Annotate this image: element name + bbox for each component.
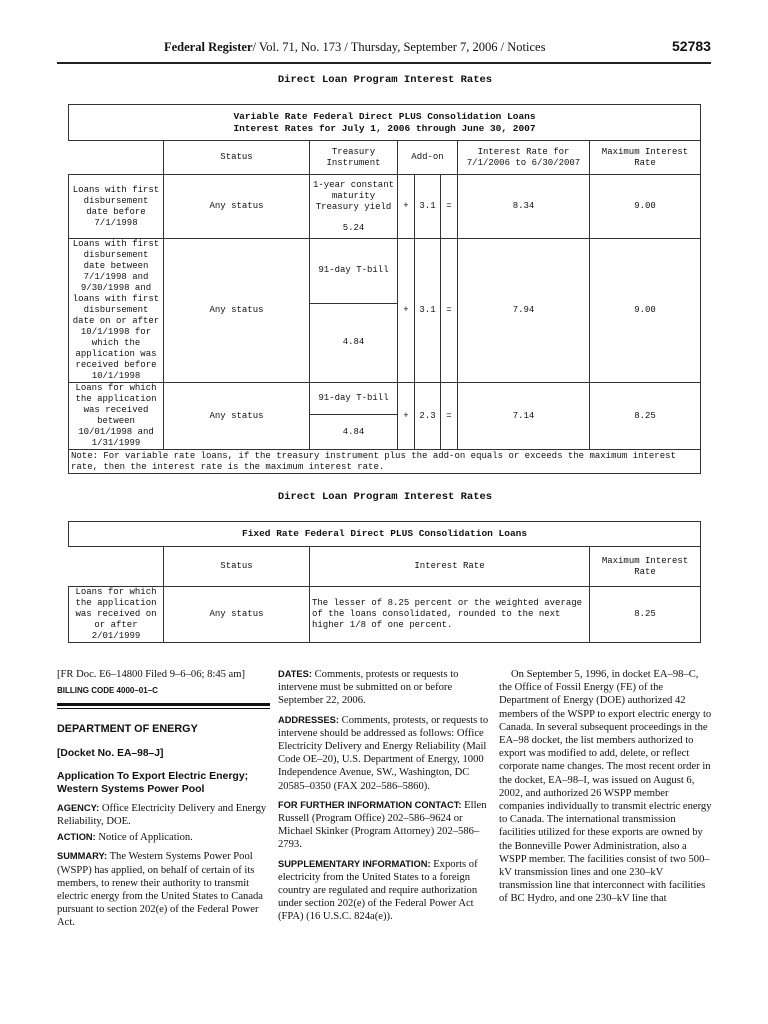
table1-note: Note: For variable rate loans, if the treasury instrument plus the add-on equals or exceeds the maximum interest rate, then the interest rate is the maximum interest rate. xyxy=(69,450,701,474)
col-header-status: Status xyxy=(164,547,310,587)
text-column-2 xyxy=(278,668,491,927)
col-header-addon: Add-on xyxy=(398,141,458,175)
table-row-instrument-value: 5.24 xyxy=(310,219,398,239)
running-header xyxy=(164,40,545,55)
section-rule-thick xyxy=(57,703,270,706)
plus-sign: + xyxy=(398,383,415,450)
contact-label: FOR FURTHER INFORMATION CONTACT: xyxy=(278,799,462,810)
table-row-status: Any status xyxy=(164,175,310,239)
table1-heading: Direct Loan Program Interest Rates xyxy=(277,74,493,86)
equals-sign: = xyxy=(441,383,458,450)
page-number: 52783 xyxy=(672,38,711,54)
col-header-max: Maximum Interest Rate xyxy=(590,141,701,175)
header-rule xyxy=(57,62,711,64)
table-row-max: 9.00 xyxy=(590,239,701,383)
plus-sign: + xyxy=(398,175,415,239)
contact-text: Ellen Russell (Program Office) 202–586–9624 or Michael Skinker (Program Attorney) 202–586–2793. xyxy=(278,799,487,851)
department-heading: DEPARTMENT OF ENERGY xyxy=(57,723,198,736)
issue-info: / Vol. 71, No. 173 / Thursday, September 7, 2006 / Notices xyxy=(252,40,546,54)
table-row-instrument-value: 4.84 xyxy=(310,303,398,382)
billing-code: BILLING CODE 4000–01–C xyxy=(57,686,158,696)
equals-sign: = xyxy=(441,239,458,383)
table-row-loans: Loans with first disbursement date before 7/1/1998 xyxy=(69,175,164,239)
table1-blank-header xyxy=(69,141,164,175)
action-label: ACTION: xyxy=(57,832,96,843)
table-row-loans: Loans for which the application was received on or after 2/01/1999 xyxy=(69,587,164,643)
table-row-rate: 8.34 xyxy=(458,175,590,239)
table-row-addon: 3.1 xyxy=(415,239,441,383)
plus-sign: + xyxy=(398,239,415,383)
table2-heading: Direct Loan Program Interest Rates xyxy=(277,491,493,503)
table-row-instrument: 1-year constant maturity Treasury yield xyxy=(310,175,398,219)
table-row-loans: Loans with first disbursement date between 7/1/1998 and 9/30/1998 and loans with first disbursement date on or after 10/1/1998 for which the application was received before 10/1/1998 xyxy=(69,239,164,383)
table1-caption-line1: Variable Rate Federal Direct PLUS Consolidation Loans xyxy=(233,110,536,122)
variable-rate-table xyxy=(68,104,701,474)
action-text: Notice of Application. xyxy=(98,832,193,844)
journal-name: Federal Register xyxy=(164,40,253,54)
body-paragraph: On September 5, 1996, in docket EA–98–C, the Office of Fossil Energy (FE) of the Department of Energy (DOE) authorized 42 members of the WSPP to export electric energy to Canada. In several subsequent proceedings in the EA–98 docket, the list members authorized to export was modified to add, delete, or reflect corporate name changes. The most recent order in the docket, EA–98–I, was issued on August 6, 2002, and authorized 26 WSPP member companies individually to transmit electric energy to Canada. The international transmission facilities utilized for these exports are owned by the Bonneville Power Administration, also a WSPP member. The facilities consist of two 500–kV transmission lines and one 230–kV transmission line that interconnect with facilities of BC Hydro, and one 230–kV line that xyxy=(499,669,712,905)
table-row-status: Any status xyxy=(164,587,310,643)
summary-text: The Western Systems Power Pool (WSPP) has applied, on behalf of certain of its members, to renew their authority to transmit electric energy from the United States to Canada pursuant to section 202(e) of the Federal Power Act. xyxy=(57,851,264,929)
summary-label: SUMMARY: xyxy=(57,851,108,862)
table-row-addon: 2.3 xyxy=(415,383,441,450)
table-row-addon: 3.1 xyxy=(415,175,441,239)
col-header-max: Maximum Interest Rate xyxy=(590,547,701,587)
table-row-status: Any status xyxy=(164,383,310,450)
table-row-instrument: 91-day T-bill xyxy=(310,383,398,415)
table-row-rate: The lesser of 8.25 percent or the weighted average of the loans consolidated, rounded to the next higher 1/8 of one percent. xyxy=(310,587,590,643)
fixed-rate-table xyxy=(68,521,701,643)
table-row-loans: Loans for which the application was received between 10/01/1998 and 1/31/1999 xyxy=(69,383,164,450)
section-rule-thin xyxy=(57,708,270,709)
table2-blank-header xyxy=(69,547,164,587)
table2-caption: Fixed Rate Federal Direct PLUS Consolidation Loans xyxy=(69,522,701,547)
agency-text: Office Electricity Delivery and Energy Reliability, DOE. xyxy=(57,802,267,828)
dates-text: Comments, protests or requests to intervene must be submitted on or before September 22, 2006. xyxy=(278,669,459,707)
table-row-rate: 7.94 xyxy=(458,239,590,383)
addresses-text: Comments, protests, or requests to intervene should be addressed as follows: Office Electricity Delivery and Energy Reliability (Mail Code OE–20), U.S. Department of Energy, 1000 Independence Avenue, SW., Washington, DC 20585–0350 (FAX 202–586–5860). xyxy=(278,714,489,792)
dates-label: DATES: xyxy=(278,669,312,679)
table-row-rate: 7.14 xyxy=(458,383,590,450)
text-column-1 xyxy=(57,668,270,933)
supplementary-label: SUPPLEMENTARY INFORMATION: xyxy=(278,858,431,869)
table-row-instrument: 91-day T-bill xyxy=(310,239,398,304)
agency-label: AGENCY: xyxy=(57,802,100,813)
table-row-instrument-value: 4.84 xyxy=(310,415,398,450)
table1-caption xyxy=(69,105,701,141)
table-row-max: 8.25 xyxy=(590,383,701,450)
col-header-treasury: Treasury Instrument xyxy=(310,141,398,175)
table-row-status: Any status xyxy=(164,239,310,383)
equals-sign: = xyxy=(441,175,458,239)
addresses-label: ADDRESSES: xyxy=(278,714,339,725)
text-column-3 xyxy=(499,668,712,909)
col-header-rate: Interest Rate for 7/1/2006 to 6/30/2007 xyxy=(458,141,590,175)
notice-title: Application To Export Electric Energy; Western Systems Power Pool xyxy=(57,769,249,795)
table-row-max: 8.25 xyxy=(590,587,701,643)
docket-number: [Docket No. EA–98–J] xyxy=(57,747,164,759)
table1-caption-line2: Interest Rates for July 1, 2006 through June 30, 2007 xyxy=(233,122,536,134)
table-row-max: 9.00 xyxy=(590,175,701,239)
col-header-status: Status xyxy=(164,141,310,175)
fr-doc-line: [FR Doc. E6–14800 Filed 9–6–06; 8:45 am] xyxy=(57,669,246,680)
supplementary-text: Exports of electricity from the United States to a foreign country are regulated and require authorization under section 202(e) of the Federal Power Act (FPA) (16 U.S.C. 824a(e)). xyxy=(278,858,478,923)
col-header-rate: Interest Rate xyxy=(310,547,590,587)
